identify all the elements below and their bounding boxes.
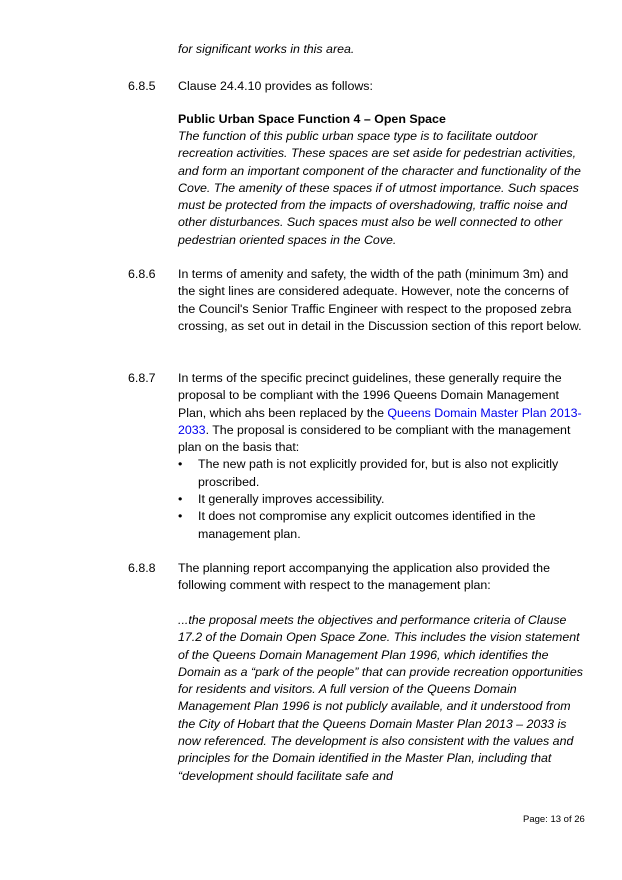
queens-domain-master-plan-link[interactable]: Queens Domain Master Plan 2013-2033 <box>178 405 582 437</box>
bullet-icon: • <box>178 492 183 507</box>
bullet-list <box>178 456 588 542</box>
page-number: Page: 13 of 26 <box>523 814 585 825</box>
section-6-8-7-text <box>178 370 588 456</box>
section-number-6-8-7: 6.8.7 <box>128 371 156 385</box>
section-6-8-7-body <box>178 370 588 543</box>
section-6-8-6-text: In terms of amenity and safety, the width of the path (minimum 3m) and the sight lines are considered adequate. However, note the concerns of the Council's Senior Traffic Engineer with respect to the proposed zebra crossing, as set out in detail in the Discussion section of this report below. <box>178 267 582 333</box>
bullet-text: It does not compromise any explicit outcomes identified in the management plan. <box>198 509 536 541</box>
list-item <box>178 456 588 491</box>
section-6-8-8-quote: ...the proposal meets the objectives and performance criteria of Clause 17.2 of the Domain Open Space Zone. This includes the vision statement of the Queens Domain Management Plan 1996, which identifies the Domain as a “park of the people” that can provide recreation opportunities for residents and visitors. A full version of the Queens Domain Management Plan 1996 is not publicly available, and it understood from the City of Hobart that the Queens Domain Master Plan 2013 – 2033 is now referenced. The development is also consistent with the values and principles for the Domain identified in the Master Plan, including that “development should facilitate safe and <box>178 613 583 783</box>
bullet-text: It generally improves accessibility. <box>198 492 385 507</box>
section-number-6-8-8: 6.8.8 <box>128 561 156 575</box>
section-6-8-7-text-after: . The proposal is considered to be compliant with the management plan on the basis that: <box>178 422 571 455</box>
list-item <box>178 508 588 543</box>
section-6-8-7-text-before: In terms of the specific precinct guidelines, these generally require the proposal to be compliant with the 1996 Queens Domain Management Plan, which ahs been replaced by the <box>178 371 562 420</box>
section-number-6-8-5: 6.8.5 <box>128 79 156 93</box>
section-number-6-8-6: 6.8.6 <box>128 267 156 281</box>
bullet-icon: • <box>178 509 183 524</box>
continuation-text: for significant works in this area. <box>178 42 355 56</box>
section-6-8-5-heading: Public Urban Space Function 4 – Open Space <box>178 112 446 126</box>
bullet-text: The new path is not explicitly provided for, but is also not explicitly proscribed. <box>198 457 559 489</box>
section-6-8-5-quote: The function of this public urban space type is to facilitate outdoor recreation activities. These spaces are set aside for pedestrian activities, and form an important component of the character and functionality of the Cove. The amenity of these spaces if of utmost importance. Such spaces must be protected from the impacts of overshadowing, traffic noise and other disturbances. Such spaces must also be well connected to other pedestrian oriented spaces in the Cove. <box>178 129 581 247</box>
section-6-8-8-text: The planning report accompanying the application also provided the following comment with respect to the management plan: <box>178 561 550 593</box>
list-item <box>178 491 588 508</box>
bullet-icon: • <box>178 457 183 472</box>
section-6-8-5-intro: Clause 24.4.10 provides as follows: <box>178 79 373 93</box>
